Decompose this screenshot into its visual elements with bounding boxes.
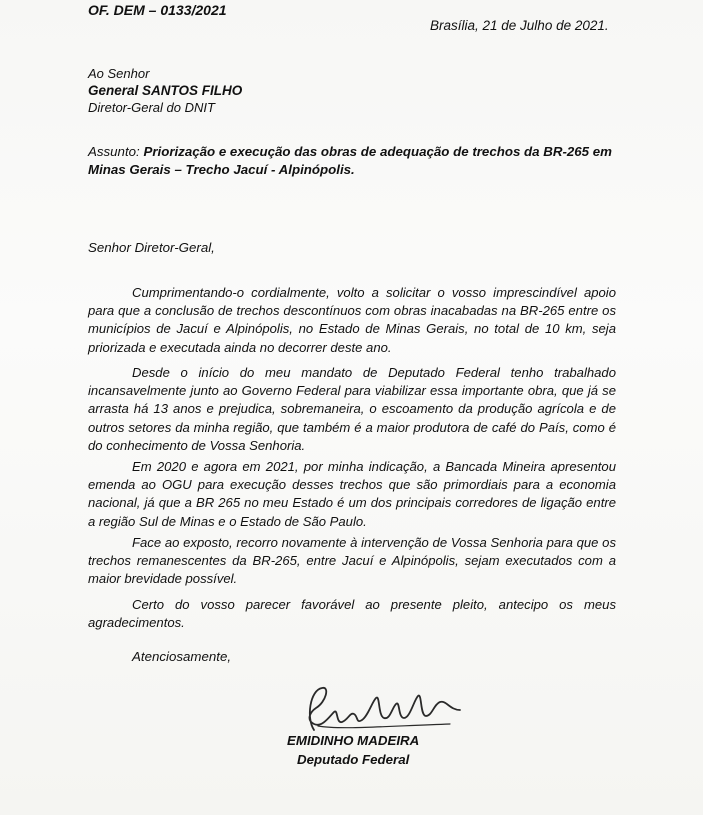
body-paragraph-4: Face ao exposto, recorro novamente à intervenção de Vossa Senhoria para que os trechos remanescentes da BR-265, entre Jacuí e Alpinópolis, sejam executados com a maior brevidade possível. <box>88 535 616 587</box>
salutation: Senhor Diretor-Geral, <box>88 240 215 255</box>
signatory-name: EMIDINHO MADEIRA <box>287 733 420 748</box>
closing-line: Atenciosamente, <box>132 649 232 664</box>
subject-line <box>88 143 643 179</box>
body-paragraph-2: Desde o início do meu mandato de Deputado Federal tenho trabalhado incansavelmente junto ao Governo Federal para viabilizar essa importante obra, que já se arrasta há 13 anos e prejudica, sobremaneira, o escoamento da produção agrícola e de outros setores da minha região, que também é a maior produtora de café do País, como é do conhecimento de Vossa Senhoria. <box>88 365 616 453</box>
subject-label: Assunto: <box>88 144 140 159</box>
body-paragraph-5: Certo do vosso parecer favorável ao presente pleito, antecipo os meus agradecimentos. <box>88 597 616 631</box>
body-paragraph-3: Em 2020 e agora em 2021, por minha indicação, a Bancada Mineira apresentou emenda ao OGU para execução desses trechos que são primordiais para a economia nacional, já que a BR 265 no meu Estado é um dos principais corredores de ligação entre a região Sul de Minas e o Estado de São Paulo. <box>88 459 616 529</box>
addressee-title: Diretor-Geral do DNIT <box>88 100 215 115</box>
subject-text: Priorização e execução das obras de adequação de trechos da BR-265 em Minas Gerais – Trecho Jacuí - Alpinópolis. <box>88 144 612 177</box>
handwritten-signature <box>300 680 470 740</box>
addressee-prefix: Ao Senhor <box>88 66 150 81</box>
addressee-name: General SANTOS FILHO <box>88 83 243 98</box>
signatory-role: Deputado Federal <box>297 752 410 767</box>
body-paragraph-1: Cumprimentando-o cordialmente, volto a solicitar o vosso imprescindível apoio para que a conclusão de trechos descontínuos com obras inacabadas na BR-265 entre os municípios de Jacuí e Alpinópolis, no Estado de Minas Gerais, no total de 10 km, seja priorizada e executada ainda no decorrer deste ano. <box>88 285 616 355</box>
reference-number: OF. DEM – 0133/2021 <box>88 2 227 18</box>
date-line: Brasília, 21 de Julho de 2021. <box>430 18 609 33</box>
